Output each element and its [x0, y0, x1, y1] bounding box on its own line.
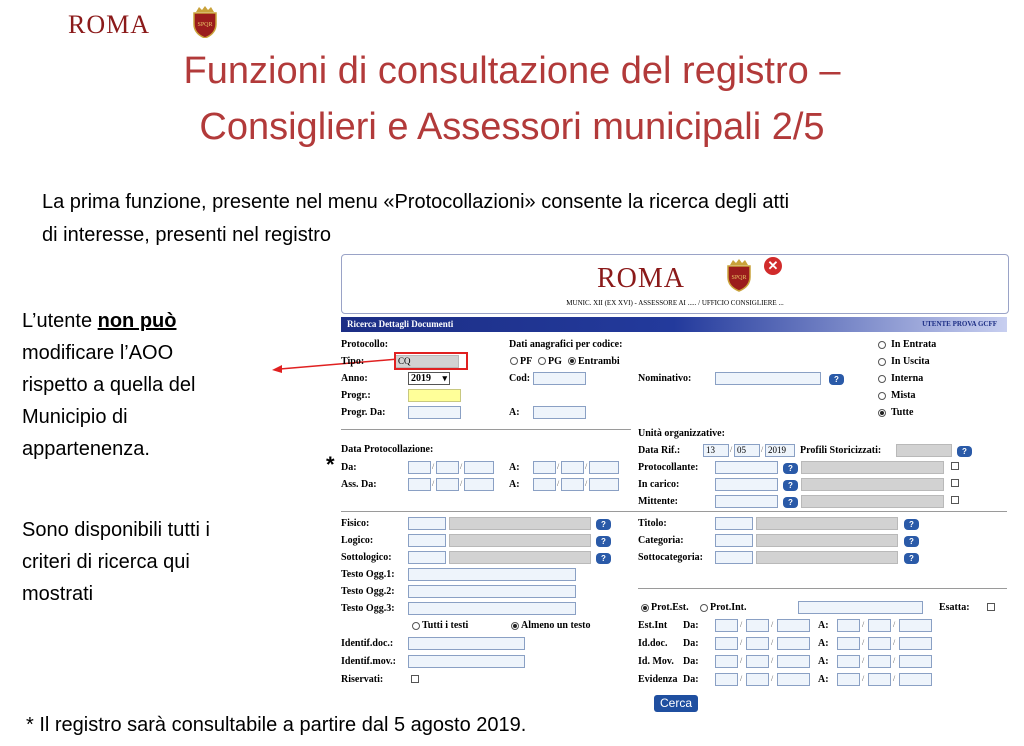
id-doc-da-day[interactable] [715, 637, 738, 650]
ass-da-day-input[interactable] [408, 478, 431, 491]
pg-label: PG [548, 356, 562, 367]
cod-label: Cod: [509, 373, 531, 384]
svg-text:SPQR: SPQR [197, 22, 213, 28]
ass-a-year-input[interactable] [589, 478, 619, 491]
tipo-label: Tipo: [341, 356, 365, 367]
logico-input[interactable] [408, 534, 446, 547]
side-note-text: L’utente [22, 310, 98, 332]
intro-line2: di interesse, presenti nel registro [42, 224, 332, 246]
prot-est-label: Prot.Est. [651, 602, 689, 613]
in-carico-help-icon[interactable]: ? [783, 480, 798, 491]
id-mov-a-label: A: [818, 656, 829, 667]
est-int-a-day[interactable] [837, 619, 860, 632]
unita-label: Unità organizzative: [638, 428, 725, 439]
testo1-label: Testo Ogg.1: [341, 569, 395, 580]
a-month-input[interactable] [561, 461, 584, 474]
sottologico-desc [449, 551, 591, 564]
titolo-label: Titolo: [638, 518, 667, 529]
tutti-testi-label: Tutti i testi [422, 620, 469, 631]
in-entrata-label: In Entrata [891, 339, 937, 350]
categoria-desc [756, 534, 898, 547]
categoria-label: Categoria: [638, 535, 684, 546]
nominativo-help-icon[interactable]: ? [829, 374, 844, 385]
testo3-label: Testo Ogg.3: [341, 603, 395, 614]
prot-int-label: Prot.Int. [710, 602, 747, 613]
fisico-desc [449, 517, 591, 530]
id-mov-da-month[interactable] [746, 655, 769, 668]
slide-title-line2: Consiglieri e Assessori municipali 2/5 [199, 106, 825, 148]
ass-a-day-input[interactable] [533, 478, 556, 491]
sottologico-label: Sottologico: [341, 552, 392, 563]
evidenza-da-label: Da: [683, 674, 699, 685]
logico-help-icon[interactable]: ? [596, 536, 611, 547]
svg-text:SPQR: SPQR [731, 275, 747, 281]
titolo-help-icon[interactable]: ? [904, 519, 919, 530]
protocollante-help-icon[interactable]: ? [783, 463, 798, 474]
progr-a-input[interactable] [533, 406, 586, 419]
side-note-line3: rispetto a quella del [22, 374, 196, 396]
side-note-line5: appartenenza. [22, 438, 150, 460]
radio-prot-int[interactable] [700, 604, 708, 612]
identif-mov-label: Identif.mov.: [341, 656, 396, 667]
data-rif-month[interactable]: 05 [734, 444, 760, 457]
radio-in-entrata[interactable] [878, 341, 886, 349]
sottologico-help-icon[interactable]: ? [596, 553, 611, 564]
side-note-line4: Municipio di [22, 406, 128, 428]
categoria-input[interactable] [715, 534, 753, 547]
categoria-help-icon[interactable]: ? [904, 536, 919, 547]
protocollante-desc [801, 461, 944, 474]
protocollante-input[interactable] [715, 461, 778, 474]
id-doc-a-year[interactable] [899, 637, 932, 650]
sottocategoria-help-icon[interactable]: ? [904, 553, 919, 564]
est-int-a-label: A: [818, 620, 829, 631]
ass-a-label: A: [509, 479, 520, 490]
id-doc-da-year[interactable] [777, 637, 810, 650]
profili-field [896, 444, 952, 457]
ass-da-month-input[interactable] [436, 478, 459, 491]
fisico-help-icon[interactable]: ? [596, 519, 611, 530]
section-bar [341, 317, 1007, 332]
progr-a-label: A: [509, 407, 520, 418]
radio-almeno-testo[interactable] [511, 622, 519, 630]
mittente-desc [801, 495, 944, 508]
id-mov-da-day[interactable] [715, 655, 738, 668]
riservati-checkbox[interactable] [411, 675, 419, 683]
evidenza-da-month[interactable] [746, 673, 769, 686]
evidenza-da-year[interactable] [777, 673, 810, 686]
testo1-input[interactable] [408, 568, 576, 581]
criteria-line1: Sono disponibili tutti i [22, 519, 210, 541]
in-carico-label: In carico: [638, 479, 680, 490]
sottologico-input[interactable] [408, 551, 446, 564]
criteria-line3: mostrati [22, 583, 94, 605]
identif-doc-label: Identif.doc.: [341, 638, 394, 649]
da-year-input[interactable] [464, 461, 494, 474]
evidenza-label: Evidenza [638, 674, 678, 685]
evidenza-a-year[interactable] [899, 673, 932, 686]
titolo-desc [756, 517, 898, 530]
slide-intro [42, 186, 1002, 252]
riservati-label: Riservati: [341, 674, 384, 685]
user-name: UTENTE PROVA GCFF [922, 320, 997, 328]
radio-mista[interactable] [878, 392, 886, 400]
entrambi-label: Entrambi [578, 356, 620, 367]
app-crest-icon [726, 258, 752, 292]
identif-doc-input[interactable] [408, 637, 525, 650]
progr-da-label: Progr. Da: [341, 407, 386, 418]
radio-entrambi[interactable] [568, 357, 576, 365]
radio-interna[interactable] [878, 375, 886, 383]
ass-da-year-input[interactable] [464, 478, 494, 491]
radio-pf[interactable] [510, 357, 518, 365]
id-doc-label: Id.doc. [638, 638, 668, 649]
est-int-da-month[interactable] [746, 619, 769, 632]
side-note-criteria [22, 514, 210, 610]
evidenza-a-day[interactable] [837, 673, 860, 686]
slide-title-line1: Funzioni di consultazione del registro – [183, 50, 841, 92]
est-int-label: Est.Int [638, 620, 668, 631]
radio-prot-est[interactable] [641, 604, 649, 612]
logico-label: Logico: [341, 535, 374, 546]
testo3-input[interactable] [408, 602, 576, 615]
tutte-label: Tutte [891, 407, 914, 418]
nominativo-input[interactable] [715, 372, 821, 385]
da-a-label: A: [509, 462, 520, 473]
id-mov-da-label: Da: [683, 656, 699, 667]
evidenza-da-day[interactable] [715, 673, 738, 686]
data-protocollazione-label: Data Protocollazione: [341, 444, 434, 455]
cerca-button[interactable]: Cerca [654, 695, 698, 712]
identif-mov-input[interactable] [408, 655, 525, 668]
radio-tutte[interactable] [878, 409, 886, 417]
red-arrow-icon [270, 355, 400, 375]
asterisk-marker: * [326, 452, 335, 477]
da-day-input[interactable] [408, 461, 431, 474]
evidenza-a-month[interactable] [868, 673, 891, 686]
progr-label: Progr.: [341, 390, 371, 401]
id-doc-a-label: A: [818, 638, 829, 649]
est-int-da-year[interactable] [777, 619, 810, 632]
fisico-label: Fisico: [341, 518, 370, 529]
fisico-input[interactable] [408, 517, 446, 530]
in-uscita-label: In Uscita [891, 356, 930, 367]
app-header [341, 254, 1009, 314]
est-int-a-year[interactable] [899, 619, 932, 632]
pf-label: PF [520, 356, 533, 367]
in-carico-input[interactable] [715, 478, 778, 491]
side-note-aoo [22, 305, 195, 465]
mittente-input[interactable] [715, 495, 778, 508]
sottocategoria-label: Sottocategoria: [638, 552, 703, 563]
highlight-box [394, 352, 468, 370]
testo2-input[interactable] [408, 585, 576, 598]
mittente-help-icon[interactable]: ? [783, 497, 798, 508]
side-note-line2: modificare l’AOO [22, 342, 174, 364]
criteria-line2: criteri di ricerca qui [22, 551, 190, 573]
prot-input[interactable] [798, 601, 923, 614]
a-day-input[interactable] [533, 461, 556, 474]
close-icon[interactable]: ✕ [764, 257, 782, 275]
id-mov-label: Id. Mov. [638, 656, 674, 667]
anno-select[interactable]: 2019 ▾ [408, 372, 450, 385]
app-roma-logo: ROMA [597, 263, 686, 294]
interna-label: Interna [891, 373, 924, 384]
roma-crest-icon [192, 6, 218, 38]
nominativo-label: Nominativo: [638, 373, 692, 384]
ass-a-month-input[interactable] [561, 478, 584, 491]
intro-line1: La prima funzione, presente nel menu «Protocollazioni» consente la ricerca degli atti [42, 191, 790, 213]
radio-in-uscita[interactable] [878, 358, 886, 366]
profili-help-icon[interactable]: ? [957, 446, 972, 457]
id-doc-a-day[interactable] [837, 637, 860, 650]
progr-da-input[interactable] [408, 406, 461, 419]
in-carico-desc [801, 478, 944, 491]
profili-label: Profili Storicizzati: [800, 445, 882, 456]
mista-label: Mista [891, 390, 916, 401]
data-rif-year[interactable]: 2019 [765, 444, 795, 457]
protocollante-label: Protocollante: [638, 462, 699, 473]
radio-pg[interactable] [538, 357, 546, 365]
a-year-input[interactable] [589, 461, 619, 474]
cod-input[interactable] [533, 372, 586, 385]
section-title: Ricerca Dettagli Documenti [347, 319, 454, 329]
titolo-input[interactable] [715, 517, 753, 530]
est-int-a-month[interactable] [868, 619, 891, 632]
mittente-checkbox[interactable] [951, 496, 959, 504]
testo2-label: Testo Ogg.2: [341, 586, 395, 597]
id-doc-a-month[interactable] [868, 637, 891, 650]
est-int-da-label: Da: [683, 620, 699, 631]
anno-label: Anno: [341, 373, 368, 384]
divider [638, 588, 1007, 589]
id-mov-da-year[interactable] [777, 655, 810, 668]
esatta-checkbox[interactable] [987, 603, 995, 611]
id-mov-a-year[interactable] [899, 655, 932, 668]
esatta-label: Esatta: [939, 602, 970, 613]
app-office-path: MUNIC. XII (EX XVI) - ASSESSORE AI ..... / UFFICIO CONSIGLIERE ... [566, 299, 784, 307]
tipo-field: CQ [395, 355, 459, 368]
almeno-testo-label: Almeno un testo [521, 620, 591, 631]
side-note-emphasis: non può [97, 310, 177, 332]
divider [341, 429, 631, 430]
est-int-da-day[interactable] [715, 619, 738, 632]
ass-da-label: Ass. Da: [341, 479, 377, 490]
protocollo-label: Protocollo: [341, 339, 389, 350]
id-doc-da-label: Da: [683, 638, 699, 649]
evidenza-a-label: A: [818, 674, 829, 685]
id-mov-a-day[interactable] [837, 655, 860, 668]
radio-tutti-testi[interactable] [412, 622, 420, 630]
progr-input[interactable] [408, 389, 461, 402]
da-label: Da: [341, 462, 357, 473]
divider [341, 511, 1007, 512]
id-doc-da-month[interactable] [746, 637, 769, 650]
mittente-label: Mittente: [638, 496, 678, 507]
in-carico-checkbox[interactable] [951, 479, 959, 487]
data-rif-label: Data Rif.: [638, 445, 681, 456]
sottocategoria-input[interactable] [715, 551, 753, 564]
logico-desc [449, 534, 591, 547]
footnote: * Il registro sarà consultabile a partire dal 5 agosto 2019. [26, 714, 527, 736]
da-month-input[interactable] [436, 461, 459, 474]
dati-anagrafici-label: Dati anagrafici per codice: [509, 339, 623, 350]
data-rif-day[interactable]: 13 [703, 444, 729, 457]
protocollante-checkbox[interactable] [951, 462, 959, 470]
id-mov-a-month[interactable] [868, 655, 891, 668]
slide-roma-logo: ROMA [68, 10, 151, 39]
sottocategoria-desc [756, 551, 898, 564]
